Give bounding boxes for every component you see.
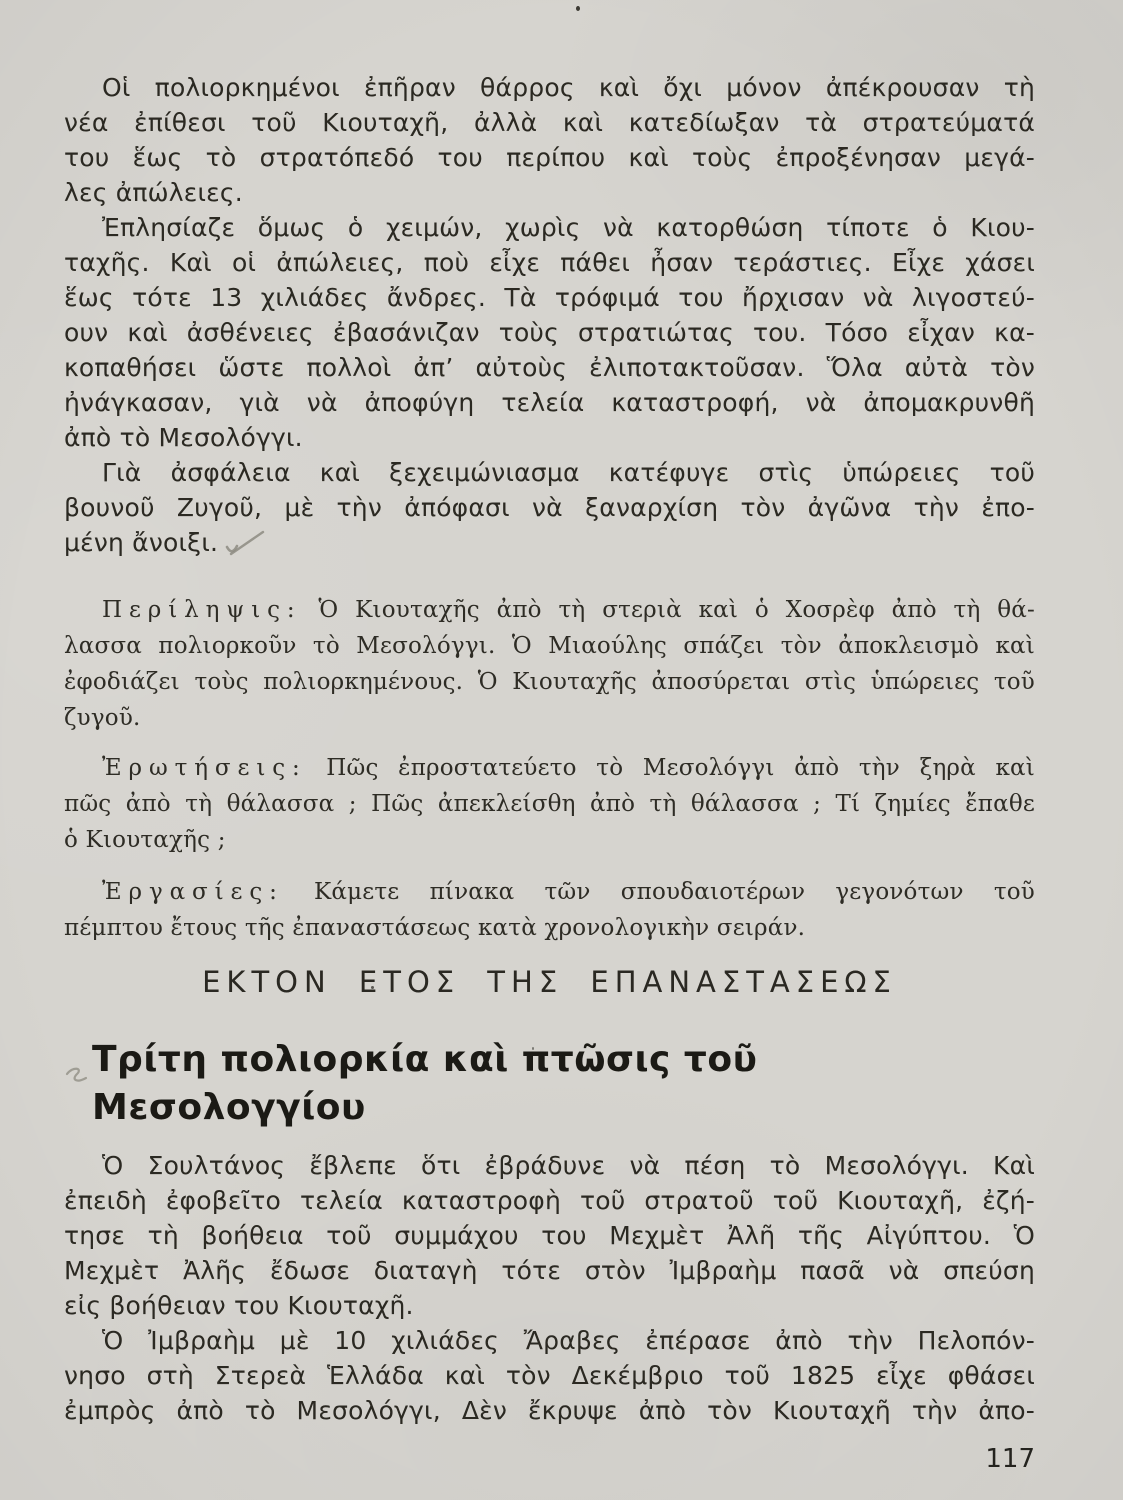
paragraph xyxy=(64,455,1035,568)
text-line: τησε τὴ βοήθεια τοῦ συμμάχου του Μεχμὲτ Ἀλῆ τῆς Αἰγύπτου. Ὁ xyxy=(64,1221,1035,1250)
tasks-label: Ἐργασίες: xyxy=(102,879,284,905)
questions-label: Ἐρωτήσεις: xyxy=(102,755,307,781)
text-line: Μεχμὲτ Ἀλῆς ἔδωσε διαταγὴ τότε στὸν Ἰμβραὴμ πασᾶ νὰ σπεύση xyxy=(64,1256,1035,1285)
summary-section xyxy=(64,592,1035,736)
questions-section xyxy=(64,750,1035,858)
text-line: εἰς βοήθειαν του Κιουταχῆ. xyxy=(64,1291,414,1320)
paragraph xyxy=(64,210,1035,455)
text-line: ἕως τότε 13 χιλιάδες ἄνδρες. Τὰ τρόφιμά του ἤρχισαν νὰ λιγοστεύ- xyxy=(64,283,1035,312)
paragraph xyxy=(64,1148,1035,1323)
text-line: ἐπειδὴ ἐφοβεῖτο τελεία καταστροφὴ τοῦ στρατοῦ τοῦ Κιουταχῆ, ἐζή- xyxy=(64,1186,1035,1215)
text-line: ἠνάγκασαν, γιὰ νὰ ἀποφύγη τελεία καταστροφή, νὰ ἀπομακρυνθῆ xyxy=(64,388,1035,417)
text-line: ζυγοῦ. xyxy=(64,705,141,731)
chapter-heading xyxy=(64,1036,1035,1132)
text-line: ὁ Κιουταχῆς ; xyxy=(64,827,226,853)
tasks-first-line: Κάμετε πίνακα τῶν σπουδαιοτέρων γεγονότων τοῦ xyxy=(313,879,1035,905)
text-line: λασσα πολιορκοῦν τὸ Μεσολόγγι. Ὁ Μιαούλης σπάζει τὸν ἀποκλεισμὸ καὶ xyxy=(64,633,1035,659)
text-line: νέα ἐπίθεσι τοῦ Κιουταχῆ, ἀλλὰ καὶ κατεδίωξαν τὰ στρατεύματά xyxy=(64,108,1035,137)
section-heading: ΕΚΤΟΝ ΕΤΟΣ ΤΗΣ ΕΠΑΝΑΣΤΑΣΕΩΣ xyxy=(202,965,897,999)
text-line xyxy=(64,750,1035,786)
text-line: του ἕως τὸ στρατόπεδό του περίπου καὶ τοὺς ἐπροξένησαν μεγά- xyxy=(64,143,1035,172)
text-line xyxy=(64,525,1035,568)
text-line: βουνοῦ Ζυγοῦ, μὲ τὴν ἀπόφασι νὰ ξαναρχίση τὸν ἀγῶνα τὴν ἐπο- xyxy=(64,493,1035,522)
text-line-text: μένη ἄνοιξι. xyxy=(64,528,219,557)
text-line: Ὁ Ἰμβραὴμ μὲ 10 χιλιάδες Ἄραβες ἐπέρασε ἀπὸ τὴν Πελοπόν- xyxy=(102,1326,1035,1355)
text-line: ἐφοδιάζει τοὺς πολιορκημένους. Ὁ Κιουταχῆς ἀποσύρεται στὶς ὑπώρειες τοῦ xyxy=(64,669,1035,695)
text-line: Γιὰ ἀσφάλεια καὶ ξεχειμώνιασμα κατέφυγε στὶς ὑπώρειες τοῦ xyxy=(102,458,1035,487)
pencil-checkmark xyxy=(222,527,268,568)
text-line: Ὁ Σουλτάνος ἔβλεπε ὅτι ἐβράδυνε νὰ πέση τὸ Μεσολόγγι. Καὶ xyxy=(102,1151,1035,1180)
text-line xyxy=(64,592,1035,628)
text-line: πῶς ἀπὸ τὴ θάλασσα ; Πῶς ἀπεκλείσθη ἀπὸ τὴ θάλασσα ; Τί ζημίες ἔπαθε xyxy=(64,791,1035,817)
paragraph xyxy=(64,1323,1035,1428)
text-line: ἀπὸ τὸ Μεσολόγγι. xyxy=(64,423,303,452)
page-number: 117 xyxy=(985,1444,1035,1474)
text-line: λες ἀπώλειες. xyxy=(64,178,243,207)
text-line: κοπαθήσει ὥστε πολλοὶ ἀπ’ αὐτοὺς ἐλιποτακτοῦσαν. Ὅλα αὐτὰ τὸν xyxy=(64,353,1035,382)
paragraph xyxy=(64,70,1035,210)
text-line: ἐμπρὸς ἀπὸ τὸ Μεσολόγγι, Δὲν ἔκρυψε ἀπὸ τὸν Κιουταχῆ τὴν ἀπο- xyxy=(64,1396,1035,1425)
summary-first-line: Ὁ Κιουταχῆς ἀπὸ τὴ στεριὰ καὶ ὁ Χοσρὲφ ἀπὸ τὴ θά- xyxy=(318,597,1035,623)
text-line: ουν καὶ ἀσθένειες ἐβασάνιζαν τοὺς στρατιώτας του. Τόσο εἶχαν κα- xyxy=(64,318,1035,347)
chapter-heading-text: Τρίτη πολιορκία καὶ πτῶσις τοῦ Μεσολογγίου xyxy=(92,1039,758,1128)
text-line: Οἱ πολιορκημένοι ἐπῆραν θάρρος καὶ ὄχι μόνον ἀπέκρουσαν τὴ xyxy=(102,73,1035,102)
tasks-section xyxy=(64,874,1035,946)
summary-label: Περίληψις: xyxy=(102,597,302,623)
pencil-scribble xyxy=(64,1052,90,1100)
text-line: νησο στὴ Στερεὰ Ἑλλάδα καὶ τὸν Δεκέμβριο τοῦ 1825 εἶχε φθάσει xyxy=(64,1361,1035,1390)
text-line: πέμπτου ἔτους τῆς ἐπαναστάσεως κατὰ χρονολογικὴν σειράν. xyxy=(64,915,806,941)
text-line: Ἐπλησίαζε ὅμως ὁ χειμών, χωρὶς νὰ κατορθώση τίποτε ὁ Κιου- xyxy=(102,213,1035,242)
questions-first-line: Πῶς ἐπροστατεύετο τὸ Μεσολόγγι ἀπὸ τὴν ξηρὰ καὶ xyxy=(326,755,1035,781)
text-column xyxy=(64,0,1035,1477)
text-line: ταχῆς. Καὶ οἱ ἀπώλειες, ποὺ εἶχε πάθει ἦσαν τεράστιες. Εἶχε χάσει xyxy=(64,248,1035,277)
text-line xyxy=(64,874,1035,910)
